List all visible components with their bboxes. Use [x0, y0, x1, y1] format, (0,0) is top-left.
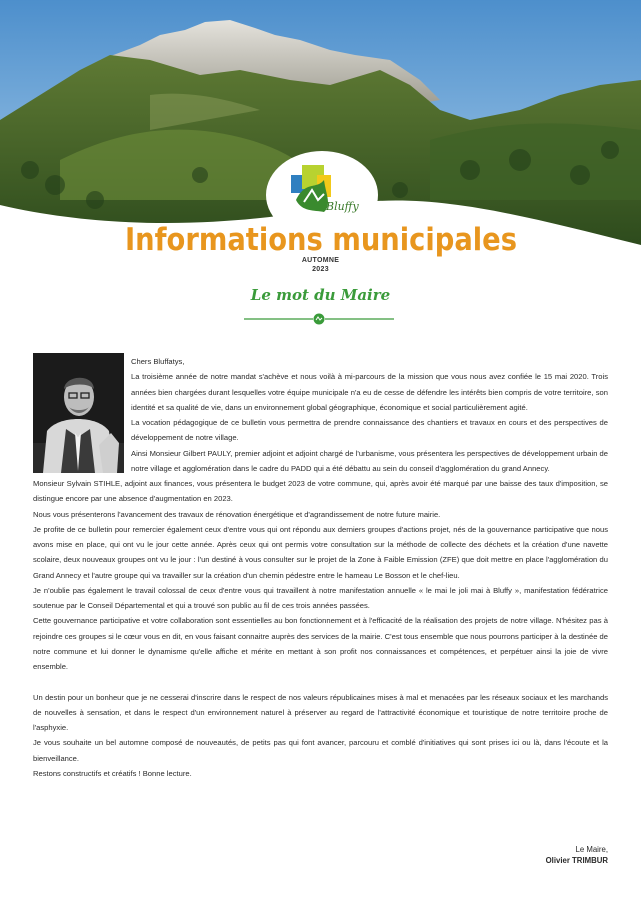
letter-closing: Je vous souhaite un bel automne composé de nouveautés, de petits pas qui font avancer, parcouru et comblé d'initiatives qui sont prises ici ou là, dans l'écoute et la bienveillance.	[33, 738, 608, 763]
mayor-letter	[33, 354, 608, 781]
letter-greeting: Chers Bluffatys,	[131, 357, 185, 366]
season-label: AUTOMNE	[301, 257, 340, 264]
letter-paragraph: Monsieur Sylvain STIHLE, adjoint aux finances, vous présentera le budget 2023 de votre commune, qui, après avoir été marqué par une baisse des taux d'imposition, se distingue encore par une absence d'augmentation en 2023.	[33, 479, 608, 504]
letter-paragraph: La vocation pédagogique de ce bulletin vous permettra de prendre connaissance des chantiers et travaux en cours et des perspectives de développement de notre village.	[131, 418, 608, 443]
svg-text:Bluffy: Bluffy	[326, 200, 359, 213]
page-title	[0, 218, 641, 262]
svg-text:Informations municipales: Informations municipales	[124, 222, 517, 258]
letter-paragraph: Ainsi Monsieur Gilbert PAULY, premier adjoint et adjoint chargé de l'urbanisme, vous présentera les perspectives de développement urbain de notre village et agglomération dans le cadre du PADD qui a été débattu au sein du conseil d'agglomération du grand Annecy.	[131, 448, 608, 473]
letter-closing: Restons constructifs et créatifs ! Bonne lecture.	[33, 768, 192, 778]
decorative-divider	[244, 312, 394, 326]
signature-name: Olivier TRIMBUR	[545, 856, 608, 865]
letter-paragraph: La troisième année de notre mandat s'achève et nous voilà à mi-parcours de la mission que vous nous avez confiée le 15 mai 2020. Trois années bien chargées durant lesquelles votre équipe municipale n'a eu de cesse de défendre les intérêts bien compris de votre territoire, son identité et sa qualité de vie, dans un environnement global géographique, économique et social particulièrement agité.	[131, 372, 608, 412]
section-subtitle: Le mot du Maire	[250, 286, 391, 304]
season-year: 2023	[312, 266, 329, 273]
signature	[546, 844, 608, 866]
page-title-text	[111, 218, 531, 262]
letter-paragraph: Je n'oublie pas également le travail colossal de ceux d'entre vous qui travaillent à notre manifestation annuelle « le mai le joli mai à Bluffy », manifestation fédératrice soutenue par le Conseil Départemental et qui a trouvé son public au fil de ces trois années passées.	[33, 585, 608, 610]
letter-closing: Un destin pour un bonheur que je ne cesserai d'inscrire dans le respect de nos valeurs républicaines mises à mal et menacées par les réseaux sociaux et les marchands de nouvelles à sensation, et dans le respect d'un environnement naturel à préserver au regard de l'attractivité économique et touristique de notre territoire proche de l'asphyxie.	[33, 692, 608, 732]
letter-paragraph: Cette gouvernance participative et votre collaboration sont essentielles au bon fonctionnement et à l'efficacité de la réalisation des projets de notre village. N'hésitez pas à rejoindre ces groupes si le cœur vous en dit, en vous faisant connaitre auprès des services de la mairie. C'est tous ensemble que nous pourrons participer à la destinée de notre commune et lui donner le dynamisme qu'elle affiche et mérite en mettant à son profit nos connaissances et compétences, et perpétuer ainsi la joie de vivre ensemble.	[33, 616, 608, 671]
signature-role: Le Maire,	[575, 845, 608, 854]
letter-paragraph: Nous vous présenterons l'avancement des travaux de rénovation énergétique et d'agrandissement de notre future mairie.	[33, 509, 441, 519]
letter-paragraph: Je profite de ce bulletin pour remercier également ceux d'entre vous qui ont répondu aux derniers groupes d'actions projet, nés de la gouvernance participative que nous avons mise en place, qui ont vu le jour cette année. Après ceux qui ont permis votre consultation sur la méthode de collecte des déchets et la création d'une navette scolaire, deux nouveaux groupes ont vu le jour : l'un destiné à vous consulter sur le projet de la Zone à Faible Emission (ZFE) que doit mettre en place l'agglomération du Grand Annecy et l'autre groupe qui va travailler sur la création d'un chemin pédestre entre le hameau Le Bosson et le chef-lieu.	[33, 524, 608, 580]
